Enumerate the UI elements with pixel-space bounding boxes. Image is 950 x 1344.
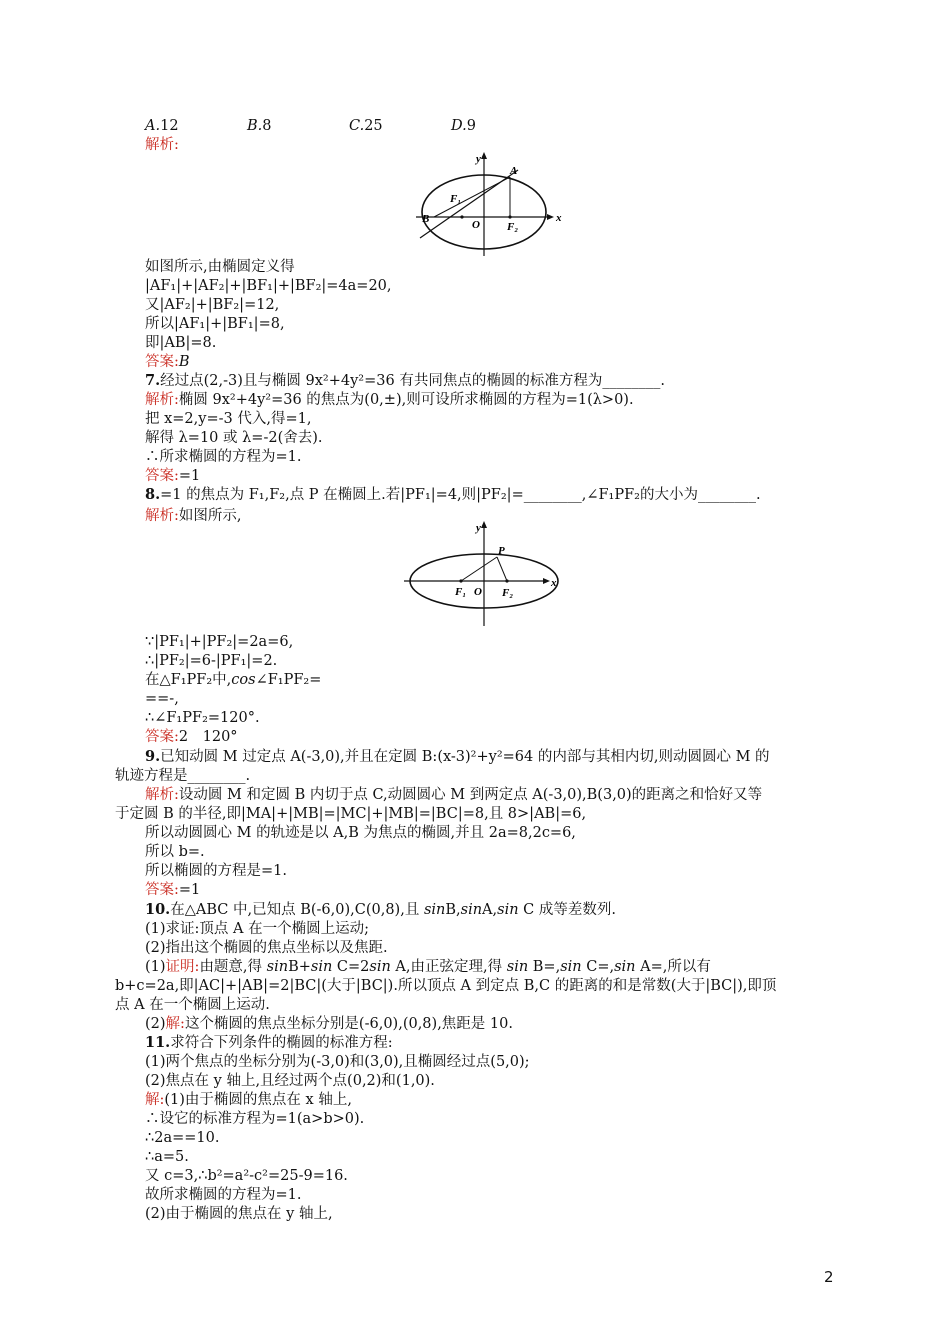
q7-line-1 [145, 391, 634, 409]
ellipse-figure-2 [400, 518, 560, 630]
q8-line-0 [145, 507, 242, 525]
q10-s2-prefix: (2) [145, 1016, 166, 1032]
q7-answer-value: =1 [178, 468, 201, 484]
q10-s1-e: B=, [528, 959, 561, 975]
q9-line-4: 所以 b=. [145, 844, 205, 860]
q10-part-2: (2)指出这个椭圆的焦点坐标以及焦距. [145, 940, 388, 956]
q11-stem [145, 1034, 393, 1052]
segment-pf1 [461, 557, 497, 581]
q10-solution-1 [145, 958, 711, 976]
q10-solution-1-line-3: 点 A 在一个椭圆上运动. [115, 997, 270, 1013]
q7-line-3: 解得 λ=10 或 λ=-2(舍去). [145, 430, 323, 446]
q10-sin-3: sin [497, 902, 519, 918]
option-b-label: B. [247, 118, 263, 134]
q8-answer-label: 答案: [145, 729, 179, 745]
q11-line-1 [145, 1091, 352, 1109]
q7-line-1-text: 椭圆 9x²+4y²=36 的焦点为(0,±),则可设所求椭圆的方程为=1(λ>0). [178, 392, 634, 408]
q11-part-2: (2)焦点在 y 轴上,且经过两个点(0,2)和(1,0). [145, 1073, 435, 1089]
q10-s1-b: B+ [288, 959, 311, 975]
q9-answer-label: 答案: [145, 882, 179, 898]
q10-s1-sin-4: sin [506, 959, 529, 975]
fig1-b-label: B [422, 213, 430, 225]
q9-line-5: 所以椭圆的方程是=1. [145, 863, 287, 879]
fig2-f2-label: F₂ [502, 587, 514, 599]
q7-line-4: ∴所求椭圆的方程为=1. [145, 449, 302, 465]
fig1-x-label: x [556, 212, 562, 224]
q11-line-5: 又 c=3,∴b²=a²-c²=25-9=16. [145, 1168, 348, 1184]
q8-answer-value: 2 120° [178, 729, 238, 745]
q10-s1-sin-5: sin [560, 959, 582, 975]
q10-solution-label: 解: [165, 1016, 185, 1032]
q10-stem-b: B, [445, 902, 461, 918]
option-b-value: 8 [262, 118, 272, 134]
q8-line-2: ∴|PF₂|=6-|PF₁|=2. [145, 653, 278, 669]
fig2-p-label: P [498, 545, 505, 557]
fig2-f1-label: F₁ [455, 586, 467, 598]
page-number: 2 [824, 1268, 834, 1286]
fig1-y-label: y [476, 153, 481, 165]
q9-analysis-label: 解析: [145, 787, 179, 803]
q7-stem-text: 经过点(2,-3)且与椭圆 9x²+4y²=36 有共同焦点的椭圆的标准方程为________. [160, 373, 665, 389]
q8-line-1: ∵|PF₁|+|PF₂|=2a=6, [145, 634, 294, 650]
q10-part-1: (1)求证:顶点 A 在一个椭圆上运动; [145, 921, 369, 937]
q10-s1-sin-2: sin [310, 959, 333, 975]
q7-number: 7. [145, 372, 161, 389]
option-d-value: 9 [466, 118, 476, 134]
q7-answer-label: 答案: [145, 468, 179, 484]
option-c-label: C. [349, 118, 365, 134]
q8-analysis-label: 解析: [145, 508, 179, 524]
q9-line-1-text: 设动圆 M 和定圆 B 内切于点 C,动圆圆心 M 到两定点 A(-3,0),B(3,0)的距离之和恰好又等 [178, 787, 763, 803]
q8-cos: cos [231, 672, 256, 688]
fig1-a-label: A [510, 165, 518, 177]
q11-number: 11. [145, 1034, 171, 1051]
q10-stem-a: 在△ABC 中,已知点 B(-6,0),C(0,8),且 [170, 902, 424, 918]
q6-line-4: 所以|AF₁|+|BF₁|=8, [145, 316, 285, 332]
option-a-label: A. [145, 118, 161, 134]
q6-line-5: 即|AB|=8. [145, 335, 217, 351]
q10-sin-1: sin [423, 902, 446, 918]
q9-stem-1 [145, 748, 770, 766]
q11-line-2: ∴设它的标准方程为=1(a>b>0). [145, 1111, 365, 1127]
q6-line-3: 又|AF₂|+|BF₂|=12, [145, 297, 280, 313]
q9-answer-value: =1 [178, 882, 201, 898]
q10-s2-text: 这个椭圆的焦点坐标分别是(-6,0),(0,8),焦距是 10. [184, 1016, 513, 1032]
q11-part-1: (1)两个焦点的坐标分别为(-3,0)和(3,0),且椭圆经过点(5,0); [145, 1054, 530, 1070]
q9-line-3: 所以动圆圆心 M 的轨迹是以 A,B 为焦点的椭圆,并且 2a=8,2c=6, [145, 825, 576, 841]
option-d-label: D. [451, 118, 467, 134]
q10-solution-2 [145, 1015, 513, 1033]
q8-stem-text: =1 的焦点为 F₁,F₂,点 P 在椭圆上.若|PF₁|=4,则|PF₂|=________,∠F₁PF₂的大小为________. [160, 487, 761, 503]
ellipse-figure-1 [410, 150, 570, 260]
q6-answer [145, 353, 190, 371]
q8-line-4: ==-, [145, 691, 179, 707]
segment-pf2 [497, 557, 507, 581]
q11-line-6: 故所求椭圆的方程为=1. [145, 1187, 302, 1203]
q10-s1-d: A,由正弦定理,得 [390, 959, 507, 975]
q8-number: 8. [145, 486, 161, 503]
q10-s1-a: 由题意,得 [199, 959, 267, 975]
q7-answer [145, 467, 200, 485]
q9-stem-2: 轨迹方程是________. [115, 768, 251, 784]
q8-answer [145, 728, 238, 746]
q7-line-2: 把 x=2,y=-3 代入,得=1, [145, 411, 312, 427]
q6-answer-label: 答案: [145, 354, 179, 370]
q8-line-3a: 在△F₁PF₂中, [145, 672, 232, 688]
q8-line-0-text: 如图所示, [178, 508, 242, 524]
q10-s1-g: A=,所以有 [635, 959, 711, 975]
q6-answer-value: B [178, 354, 190, 370]
q9-stem-1-text: 已知动圆 M 过定点 A(-3,0),并且在定圆 B:(x-3)²+y²=64 的内部与其相内切,则动圆圆心 M 的 [160, 749, 770, 765]
q9-answer [145, 881, 200, 899]
fig2-y-label: y [476, 522, 481, 534]
q6-line-1: 如图所示,由椭圆定义得 [145, 259, 295, 275]
q10-s1-sin-1: sin [266, 959, 289, 975]
q11-line-3: ∴2a==10. [145, 1130, 220, 1146]
q8-line-3c: ∠F₁PF₂= [255, 672, 322, 688]
q10-s1-prefix: (1) [145, 959, 166, 975]
q11-stem-text: 求符合下列条件的椭圆的标准方程: [170, 1035, 393, 1051]
q6-line-2: |AF₁|+|AF₂|+|BF₁|+|BF₂|=4a=20, [145, 278, 392, 294]
q9-line-1 [145, 786, 762, 804]
q10-s1-sin-6: sin [614, 959, 636, 975]
q8-line-3 [145, 671, 321, 689]
q11-line-7: (2)由于椭圆的焦点在 y 轴上, [145, 1206, 333, 1222]
q10-stem-c: A, [482, 902, 498, 918]
fig2-x-label: x [551, 577, 557, 589]
fig1-o-label: O [472, 219, 480, 231]
answer-options [145, 117, 553, 135]
q11-line-4: ∴a=5. [145, 1149, 189, 1165]
q10-s1-sin-3: sin [369, 959, 391, 975]
q11-line-1-text: (1)由于椭圆的焦点在 x 轴上, [164, 1092, 352, 1108]
q8-line-5: ∴∠F₁PF₂=120°. [145, 710, 260, 726]
q10-stem [145, 901, 616, 919]
fig2-o-label: O [474, 586, 482, 598]
q10-solution-1-line-2: b+c=2a,即|AC|+|AB|=2|BC|(大于|BC|).所以顶点 A 到定点 B,C 的距离的和是常数(大于|BC|),即顶 [115, 978, 777, 994]
q9-line-2: 于定圆 B 的半径,即|MA|+|MB|=|MC|+|MB|=|BC|=8,且 8>|AB|=6, [115, 806, 587, 822]
q8-stem [145, 486, 761, 504]
option-c-value: 25 [364, 118, 383, 134]
q10-number: 10. [145, 901, 171, 918]
q10-proof-label: 证明: [165, 959, 200, 975]
fig1-f2-label: F₂ [507, 221, 519, 233]
q10-sin-2: sin [460, 902, 483, 918]
option-a-value: 12 [160, 118, 179, 134]
q7-stem [145, 372, 665, 390]
q7-analysis-label: 解析: [145, 392, 179, 408]
q11-solution-label: 解: [145, 1092, 165, 1108]
q10-s1-f: C=, [581, 959, 615, 975]
fig1-f1-label: F₁ [450, 193, 462, 205]
q10-s1-c: C=2 [332, 959, 370, 975]
q6-analysis-label: 解析: [145, 137, 179, 153]
q9-number: 9. [145, 748, 161, 765]
q10-stem-d: C 成等差数列. [518, 902, 616, 918]
